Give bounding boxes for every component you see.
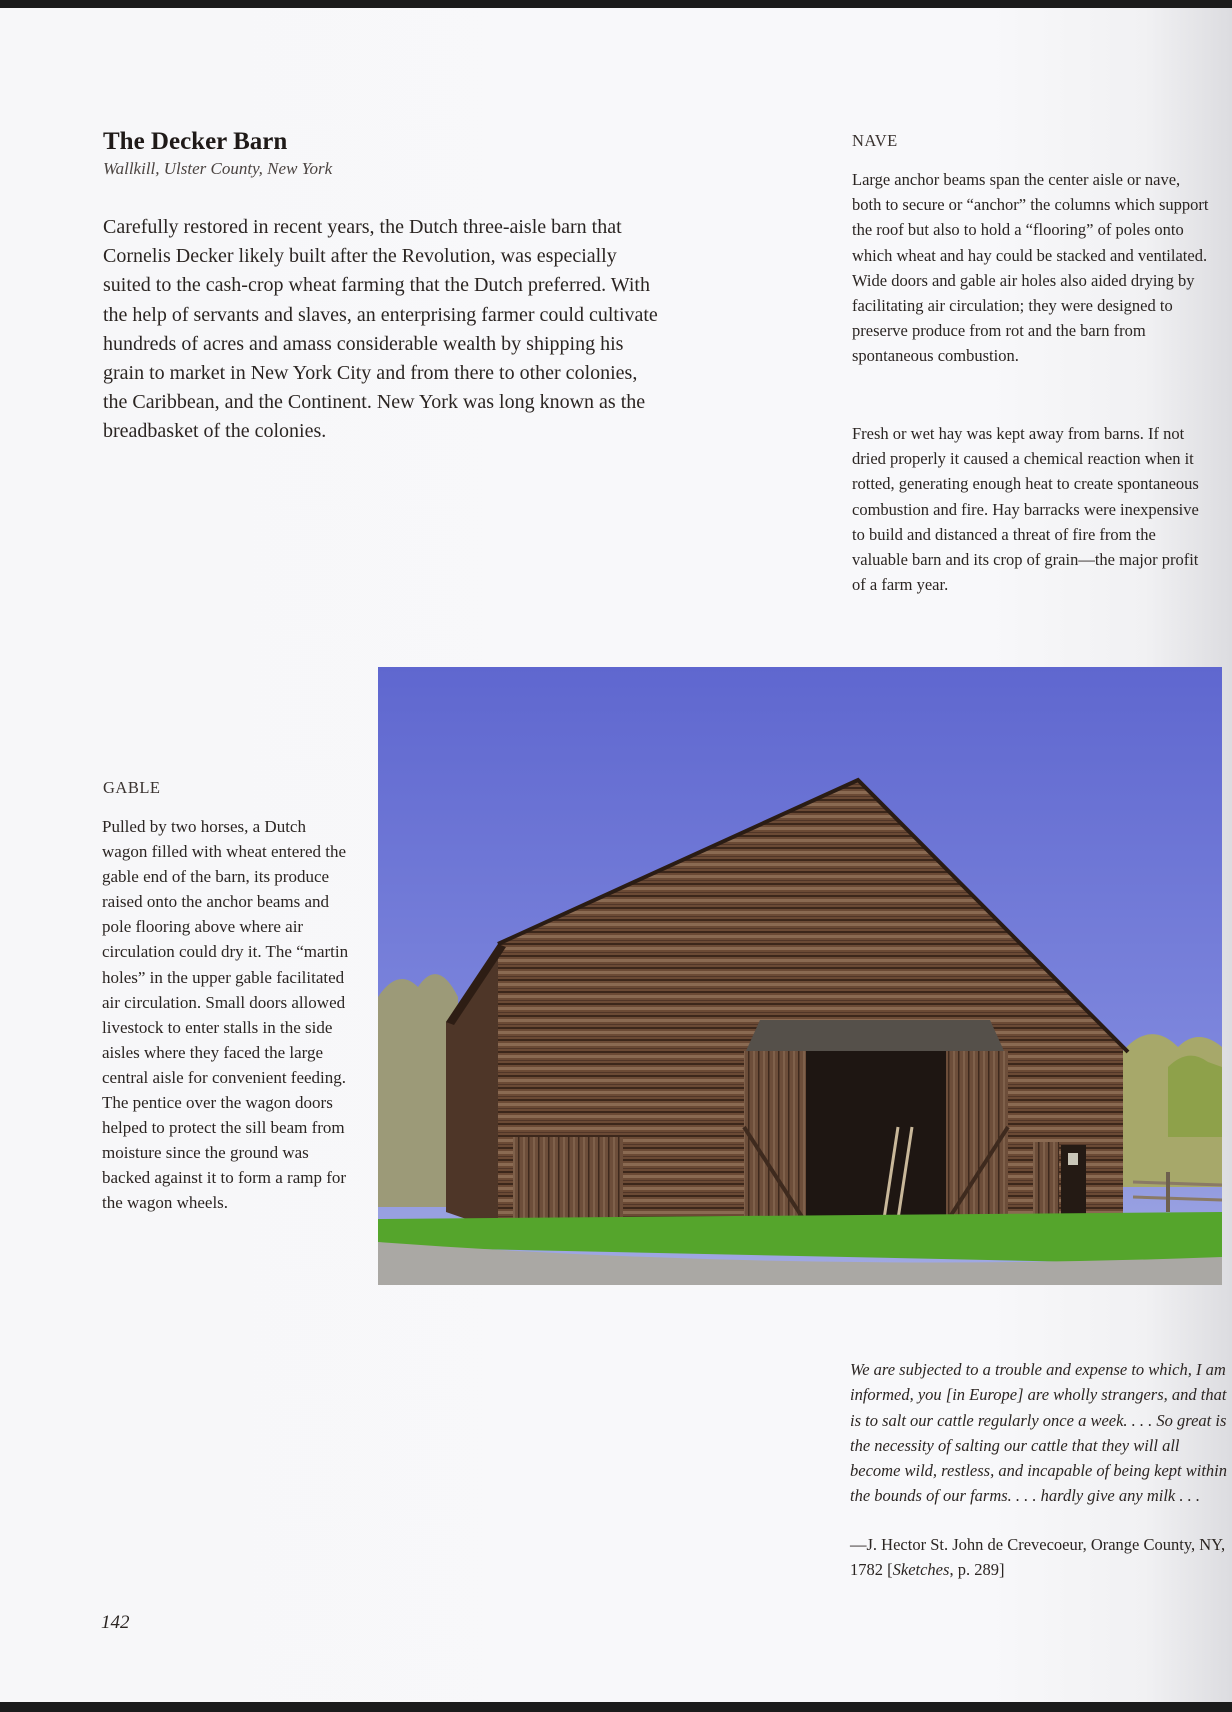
nave-paragraph-2: Fresh or wet hay was kept away from barns. If not dried properly it caused a chemical reaction when it rotted, generating enough heat to create spontaneous combustion and fire. Hay barracks were inexpensive to build and distanced a threat of fire from the valuable barn and its crop of grain—the major profit of a farm year.	[852, 424, 1199, 595]
source-title: Sketches	[892, 1560, 950, 1580]
wagon-door-left	[744, 1051, 806, 1223]
barn-illustration	[378, 667, 1222, 1285]
source-page: , p. 289]	[949, 1560, 1005, 1580]
intro-paragraph: Carefully restored in recent years, the Dutch three-aisle barn that Cornelis Decker likely built after the Revolution, was especially suited to the cash-crop wheat farming that the Dutch preferred. With the help of servants and slaves, an enterprising farmer could cultivate hundreds of acres and amass considerable wealth by shipping his grain to market in New York City and from there to other colonies, the Caribbean, and the Continent. New York was long known as the breadbasket of the colonies.	[103, 216, 658, 443]
pentice-roof	[746, 1020, 1004, 1051]
wagon-door-opening	[806, 1051, 946, 1219]
attribution-text: —J. Hector St. John de Crevecoeur, Orange County, NY, 1782 [	[850, 1535, 1226, 1580]
wagon-door-right	[946, 1051, 1008, 1223]
stable-door-left	[513, 1137, 623, 1225]
page-title: The Decker Barn	[103, 128, 288, 155]
gable-paragraph: Pulled by two horses, a Dutch wagon filled with wheat entered the gable end of the barn, its produce raised onto the anchor beams and pole flooring above where air circulation could dry it. The “martin holes” in the upper gable facilitated air circulation. Small doors allowed livestock to enter stalls in the side aisles where they faced the large central aisle for convenient feeding. The pentice over the wagon doors helped to protect the sill beam from moisture since the ground was backed against it to form a ramp for the wagon wheels.	[102, 817, 349, 1213]
page-number: 142	[101, 1612, 130, 1633]
barn-photo	[378, 667, 1222, 1285]
gable-heading: GABLE	[103, 778, 161, 797]
nave-paragraph-1: Large anchor beams span the center aisle or nave, both to secure or “anchor” the columns which support the roof but also to hold a “flooring” of poles onto which wheat and hay could be stacked and ventilated. Wide doors and gable air holes also aided drying by facilitating air circulation; they were designed to preserve produce from rot and the barn from spontaneous combustion.	[852, 170, 1209, 366]
location-subtitle: Wallkill, Ulster County, New York	[103, 159, 333, 178]
stable-door-right	[1033, 1142, 1059, 1217]
quote-attribution	[850, 1532, 1230, 1583]
nave-heading: NAVE	[852, 131, 898, 150]
book-page	[0, 8, 1232, 1702]
crevecoeur-quote: We are subjected to a trouble and expense to which, I am informed, you [in Europe] are wholly strangers, and that is to salt our cattle regularly once a week. . . . So great is the necessity of salting our cattle that they will all become wild, restless, and incapable of being kept within the bounds of our farms. . . . hardly give any milk . . .	[850, 1360, 1227, 1506]
